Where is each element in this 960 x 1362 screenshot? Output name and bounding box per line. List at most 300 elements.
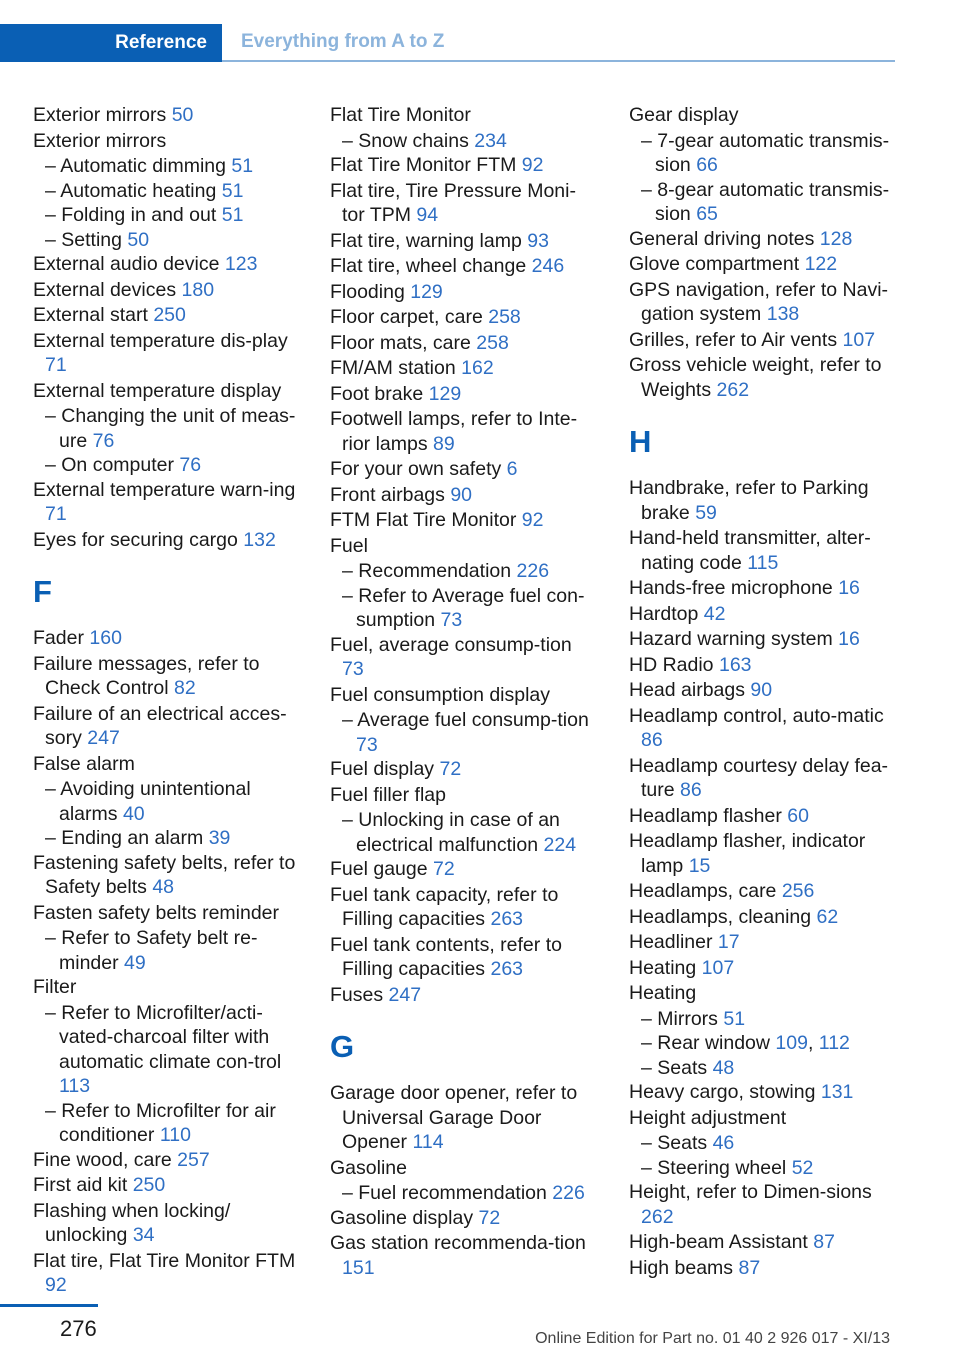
page-number: 276	[60, 1316, 97, 1341]
page-link[interactable]: 258	[476, 331, 509, 354]
entry-text: For your own safety	[330, 458, 502, 480]
page-link[interactable]: 131	[820, 1081, 854, 1103]
page-link[interactable]: 129	[428, 382, 462, 405]
index-entry	[330, 483, 595, 508]
entry-text: Seats	[657, 1056, 708, 1079]
entry-text: Hands-free microphone	[629, 577, 833, 599]
entry-text: Changing the unit of meas‐ure	[59, 405, 296, 452]
subentry-dash: –	[45, 228, 62, 251]
page-link[interactable]: 90	[750, 679, 773, 701]
entry-text: Fader	[33, 627, 84, 649]
index-entry	[330, 1231, 595, 1280]
entry-text: Flat tire, warning lamp	[330, 229, 522, 252]
page-link[interactable]: 247	[388, 983, 422, 1006]
entry-text: Fastening safety belts, refer to Safety belts	[33, 851, 296, 898]
index-entry	[330, 883, 595, 932]
entry-text: Mirrors	[657, 1007, 718, 1030]
index-subentry	[330, 584, 595, 633]
index-entry	[629, 1256, 894, 1281]
page-separator: ,	[807, 1032, 814, 1054]
entry-text: Height, refer to Dimen‐sions	[629, 1181, 872, 1203]
entry-text: Refer to Average fuel con‐sumption	[356, 584, 585, 631]
index-entry	[629, 1230, 894, 1255]
index-subentry	[33, 203, 298, 228]
page-link[interactable]: 15	[688, 854, 711, 877]
entry-text: Flat tire, Tire Pressure Moni‐tor TPM	[330, 179, 576, 226]
index-column-2	[330, 103, 595, 1281]
page-link[interactable]: 76	[92, 429, 115, 452]
page-link[interactable]: 92	[521, 154, 544, 176]
index-entry	[330, 331, 595, 356]
index-entry	[629, 905, 894, 930]
footer-rule	[0, 1304, 98, 1307]
entry-text: Refer to Safety belt re‐minder	[59, 927, 258, 974]
index-subentry	[33, 1099, 298, 1148]
page-link[interactable]: 250	[132, 1174, 166, 1196]
page-link[interactable]: 71	[45, 354, 67, 376]
index-subentry	[33, 154, 298, 179]
page-link[interactable]: 48	[712, 1056, 735, 1079]
index-entry	[33, 252, 298, 277]
index-entry	[629, 227, 894, 252]
entry-text: Floor carpet, care	[330, 306, 483, 328]
page-link[interactable]: 66	[696, 154, 718, 176]
subentry-dash: –	[342, 1182, 359, 1204]
entry-text: On computer	[61, 454, 174, 476]
index-entry	[629, 1180, 894, 1229]
index-entry	[629, 1080, 894, 1105]
page-link[interactable]: 234	[474, 129, 507, 152]
subsection-title[interactable]: Everything from A to Z	[241, 31, 445, 52]
page-link[interactable]: 50	[127, 228, 150, 251]
index-entry	[629, 829, 894, 878]
page-link[interactable]: 51	[221, 204, 244, 226]
index-entry	[33, 1249, 298, 1298]
index-entry	[330, 356, 595, 381]
page-link[interactable]: 128	[819, 227, 853, 250]
index-entry	[330, 229, 595, 254]
index-entry	[629, 930, 894, 955]
page-link[interactable]: 163	[718, 653, 752, 676]
subentry-dash: –	[45, 179, 61, 202]
entry-text: Average fuel consump‐tion	[357, 709, 589, 731]
subentry-dash: –	[45, 155, 61, 177]
entry-text: Automatic dimming	[60, 155, 226, 177]
entry-text: External start	[33, 304, 148, 326]
subentry-dash: –	[45, 927, 62, 949]
page-link[interactable]: 263	[490, 908, 524, 930]
index-entry	[330, 783, 595, 808]
index-subentry	[33, 826, 298, 851]
entry-text: Fuel consumption display	[330, 683, 551, 706]
subentry-dash: –	[641, 1056, 658, 1079]
index-entry	[629, 627, 894, 652]
page-link[interactable]: 257	[177, 1148, 210, 1171]
index-entry	[33, 103, 298, 128]
entry-text: GPS navigation, refer to Navi‐gation system	[629, 278, 889, 325]
page-link[interactable]: 93	[527, 229, 549, 252]
entry-text: Fuel display	[330, 758, 435, 780]
index-entry	[33, 901, 298, 926]
page-link[interactable]: 246	[531, 255, 565, 277]
entry-text: Fuel gauge	[330, 858, 428, 880]
entry-text: Avoiding unintentional alarms	[59, 778, 251, 825]
edition-note: Online Edition for Part no. 01 40 2 926 017 - XI/13	[535, 1330, 890, 1347]
entry-text: External temperature dis‐play	[33, 329, 288, 352]
index-entry	[629, 754, 894, 803]
page-link[interactable]: 52	[791, 1156, 814, 1179]
entry-text: Heating	[629, 956, 697, 979]
entry-text: Flat tire, wheel change	[330, 255, 527, 277]
entry-text: First aid kit	[33, 1174, 128, 1196]
index-entry	[33, 329, 298, 378]
entry-text: Heating	[629, 982, 697, 1004]
page-link[interactable]: 73	[342, 658, 364, 680]
subentry-dash: –	[45, 204, 62, 226]
subentry-dash: –	[342, 584, 359, 607]
subentry-dash: –	[342, 809, 359, 831]
index-entry	[330, 857, 595, 882]
page-link[interactable]: 247	[87, 727, 120, 749]
index-subentry	[629, 1031, 894, 1056]
subentry-dash: –	[45, 1001, 62, 1024]
entry-text: Steering wheel	[657, 1156, 787, 1179]
index-subentry	[33, 926, 298, 975]
index-subentry	[33, 777, 298, 826]
index-subentry	[629, 1056, 894, 1081]
page-link[interactable]: 87	[738, 1256, 761, 1279]
index-entry	[33, 1148, 298, 1173]
index-subentry	[330, 808, 595, 857]
subentry-dash: –	[45, 454, 62, 476]
entry-text: General driving notes	[629, 227, 815, 250]
page-link[interactable]: 16	[838, 577, 860, 599]
index-entry	[330, 153, 595, 178]
entry-text: External audio device	[33, 253, 220, 275]
entry-text: Flat Tire Monitor	[330, 104, 471, 126]
index-entry	[330, 933, 595, 982]
page-link[interactable]: 17	[717, 931, 740, 953]
index-entry	[629, 278, 894, 327]
page-header	[0, 24, 895, 62]
index-entry	[629, 804, 894, 829]
index-entry	[629, 956, 894, 981]
index-entry	[330, 1081, 595, 1155]
subentry-dash: –	[45, 1099, 62, 1122]
page-link[interactable]: 73	[440, 609, 463, 631]
page-link[interactable]: 224	[543, 833, 577, 856]
entry-text: Gasoline	[330, 1156, 407, 1179]
index-entry	[330, 305, 595, 330]
page-link[interactable]: 138	[766, 303, 800, 325]
entry-text: Fuses	[330, 983, 384, 1006]
page-link[interactable]: 6	[506, 458, 518, 480]
entry-text: Headlamps, cleaning	[629, 905, 812, 928]
index-entry	[33, 1173, 298, 1198]
index-entry	[629, 704, 894, 753]
entry-text: Recommendation	[358, 560, 512, 582]
page-link[interactable]: 48	[152, 876, 175, 898]
index-subentry	[629, 178, 894, 227]
index-subentry	[629, 1007, 894, 1032]
page-link[interactable]: 59	[695, 501, 717, 524]
index-entry	[330, 457, 595, 482]
entry-text: Setting	[61, 228, 122, 251]
entry-text: FM/AM station	[330, 357, 456, 379]
index-entry	[330, 407, 595, 456]
page-link[interactable]: 90	[450, 483, 473, 506]
entry-text: External temperature warn‐ing	[33, 478, 296, 501]
entry-text: Headliner	[629, 931, 713, 953]
index-entry	[33, 379, 298, 404]
subentry-dash: –	[641, 178, 658, 201]
index-entry	[33, 975, 298, 1000]
index-entry	[33, 652, 298, 701]
index-entry	[629, 252, 894, 277]
page-link[interactable]: 76	[179, 454, 202, 476]
index-subentry	[330, 559, 595, 584]
page-link[interactable]: 72	[433, 858, 455, 880]
page-link[interactable]: 110	[159, 1124, 191, 1146]
entry-text: Gasoline display	[330, 1206, 474, 1229]
index-entry	[33, 129, 298, 154]
entry-text: Floor mats, care	[330, 331, 471, 354]
page-link[interactable]: 129	[410, 280, 443, 303]
page-link[interactable]: 86	[641, 729, 663, 751]
entry-text: Snow chains	[358, 129, 469, 152]
index-entry	[629, 879, 894, 904]
page-link[interactable]: 250	[153, 304, 186, 326]
entry-text: Foot brake	[330, 382, 424, 405]
page-link[interactable]: 162	[461, 357, 494, 379]
index-entry	[33, 752, 298, 777]
page-link[interactable]: 115	[747, 551, 779, 574]
page-link[interactable]: 34	[132, 1224, 155, 1246]
index-entry	[33, 303, 298, 328]
page-link[interactable]: 94	[416, 204, 439, 226]
entry-text: High-beam Assistant	[629, 1231, 808, 1253]
entry-text: Rear window	[657, 1032, 770, 1054]
page-link[interactable]: 40	[122, 802, 145, 825]
index-subentry	[33, 179, 298, 204]
page-link[interactable]: 112	[818, 1032, 850, 1054]
entry-text: Fuel, average consump‐tion	[330, 633, 572, 656]
index-entry	[330, 534, 595, 559]
entry-text: Eyes for securing cargo	[33, 528, 238, 551]
page-link[interactable]: 16	[838, 628, 860, 650]
entry-text: Headlamp control, auto‐matic	[629, 704, 884, 727]
index-subentry	[629, 129, 894, 178]
entry-text: Fuel tank contents, refer to Filling capacities	[330, 933, 562, 980]
index-entry	[629, 653, 894, 678]
entry-text: Fine wood, care	[33, 1148, 172, 1171]
entry-text: Failure of an electrical acces‐sory	[33, 702, 287, 749]
entry-text: Garage door opener, refer to Universal Garage Door Opener	[330, 1082, 578, 1153]
page-link[interactable]: 226	[516, 560, 550, 582]
entry-text: Headlamp courtesy delay fea‐ture	[629, 754, 889, 801]
page-link[interactable]: 50	[171, 104, 194, 126]
entry-text: External devices	[33, 278, 177, 301]
index-subentry	[33, 404, 298, 453]
index-entry	[629, 103, 894, 128]
entry-text: Gross vehicle weight, refer to Weights	[629, 354, 882, 401]
page-link[interactable]: 109	[775, 1032, 808, 1054]
page-link[interactable]: 86	[680, 779, 702, 801]
page-link[interactable]: 62	[816, 905, 839, 928]
index-entry	[330, 254, 595, 279]
index-entry	[33, 626, 298, 651]
page-link[interactable]: 87	[813, 1231, 835, 1253]
index-subentry	[330, 708, 595, 757]
page-link[interactable]: 262	[716, 378, 750, 401]
entry-text: Hazard warning system	[629, 628, 833, 650]
subentry-dash: –	[641, 1132, 658, 1154]
index-entry	[629, 602, 894, 627]
entry-text: 7-gear automatic transmis‐sion	[655, 129, 890, 176]
entry-text: Gas station recommenda‐tion	[330, 1232, 586, 1254]
page-link[interactable]: 256	[781, 880, 815, 902]
entry-text: Height adjustment	[629, 1106, 787, 1129]
subentry-dash: –	[641, 129, 658, 152]
index-entry	[629, 526, 894, 575]
index-subentry	[330, 129, 595, 154]
page-link[interactable]: 72	[439, 758, 462, 780]
entry-text: Handbrake, refer to Parking brake	[629, 477, 869, 524]
page-link[interactable]: 51	[231, 155, 254, 177]
page-link[interactable]: 60	[787, 804, 809, 827]
entry-text: Automatic heating	[60, 179, 217, 202]
page-link[interactable]: 51	[221, 179, 244, 202]
index-entry	[629, 678, 894, 703]
page-link[interactable]: 113	[59, 1075, 91, 1097]
subentry-dash: –	[45, 405, 62, 427]
page-link[interactable]: 72	[478, 1206, 501, 1229]
entry-text: Fuel recommendation	[358, 1182, 547, 1204]
entry-text: Fuel	[330, 534, 368, 557]
index-subentry	[33, 1001, 298, 1099]
index-entry	[629, 981, 894, 1006]
index-entry	[330, 757, 595, 782]
entry-text: High beams	[629, 1256, 734, 1279]
page-link[interactable]: 82	[173, 677, 196, 699]
entry-text: Fuel filler flap	[330, 783, 446, 806]
index-entry	[33, 702, 298, 751]
index-entry	[33, 1199, 298, 1248]
entry-text: Folding in and out	[61, 204, 217, 226]
entry-text: Hardtop	[629, 602, 699, 625]
page-link[interactable]: 89	[433, 432, 455, 455]
page-link[interactable]: 262	[641, 1205, 674, 1228]
entry-text: Front airbags	[330, 483, 445, 506]
entry-text: Flooding	[330, 280, 405, 303]
index-letter-heading: H	[629, 424, 652, 459]
entry-text: Flat Tire Monitor FTM	[330, 154, 517, 176]
index-entry	[629, 576, 894, 601]
page-link[interactable]: 39	[208, 827, 231, 849]
subentry-dash: –	[641, 1032, 658, 1054]
page-link[interactable]: 92	[521, 509, 544, 531]
page-link[interactable]: 263	[490, 958, 524, 980]
index-subentry	[629, 1156, 894, 1181]
entry-text: Flat tire, Flat Tire Monitor FTM	[33, 1249, 296, 1272]
subentry-dash: –	[45, 778, 61, 800]
entry-text: Failure messages, refer to Check Control	[33, 652, 260, 699]
page-link[interactable]: 73	[356, 733, 378, 756]
entry-text: Gear display	[629, 104, 739, 126]
section-tab[interactable]: Reference	[0, 24, 222, 62]
entry-text: Unlocking in case of an electrical malfunction	[356, 809, 560, 856]
page-link[interactable]: 92	[45, 1274, 67, 1296]
entry-text: Flashing when locking/ unlocking	[33, 1199, 231, 1246]
index-entry	[33, 278, 298, 303]
entry-text: Exterior mirrors	[33, 104, 167, 126]
index-entry	[629, 353, 894, 402]
page-link[interactable]: 160	[89, 627, 122, 649]
index-entry	[330, 103, 595, 128]
page-link[interactable]: 49	[124, 951, 146, 974]
subentry-dash: –	[45, 827, 62, 849]
entry-text: Headlamp flasher, indicator lamp	[629, 830, 866, 877]
index-entry	[33, 478, 298, 527]
index-subentry	[33, 453, 298, 478]
entry-text: FTM Flat Tire Monitor	[330, 509, 517, 531]
index-column-1	[33, 103, 298, 1299]
entry-text: Refer to Microfilter for air conditioner	[59, 1099, 276, 1146]
page-link[interactable]: 122	[804, 253, 838, 275]
index-entry	[330, 633, 595, 682]
index-entry	[330, 683, 595, 708]
page-link[interactable]: 65	[696, 203, 718, 225]
index-subentry	[629, 1131, 894, 1156]
page-link[interactable]: 258	[488, 306, 521, 328]
page-link[interactable]: 42	[703, 602, 726, 625]
page-link[interactable]: 132	[243, 528, 276, 551]
page-link[interactable]: 71	[45, 503, 67, 525]
page-link[interactable]: 226	[552, 1182, 585, 1204]
index-entry	[629, 1106, 894, 1131]
index-column-3	[629, 103, 894, 1281]
subentry-dash: –	[342, 129, 359, 152]
subentry-dash: –	[342, 560, 359, 582]
page-link[interactable]: 107	[701, 956, 735, 979]
index-letter-heading: F	[33, 574, 52, 609]
index-entry	[330, 1156, 595, 1181]
page-link[interactable]: 51	[723, 1007, 746, 1030]
entry-text: 8-gear automatic transmis‐sion	[655, 178, 890, 225]
header-rule	[222, 60, 895, 62]
page-link[interactable]: 151	[342, 1256, 375, 1279]
index-entry	[330, 508, 595, 533]
entry-text: Headlamps, care	[629, 880, 777, 902]
page-link[interactable]: 114	[412, 1131, 444, 1153]
entry-text: Grilles, refer to Air vents	[629, 328, 838, 351]
entry-text: Hand-held transmitter, alter‐nating code	[629, 527, 871, 574]
page-link[interactable]: 107	[842, 328, 876, 351]
entry-text: Fasten safety belts reminder	[33, 901, 280, 924]
index-letter-heading: G	[330, 1029, 355, 1064]
entry-text: HD Radio	[629, 653, 714, 676]
index-entry	[629, 476, 894, 525]
page-link[interactable]: 46	[712, 1132, 735, 1154]
index-entry	[330, 1206, 595, 1231]
subentry-dash: –	[641, 1007, 658, 1030]
subentry-dash: –	[641, 1156, 658, 1179]
index-entry	[33, 528, 298, 553]
entry-text: Fuel tank capacity, refer to Filling capacities	[330, 883, 559, 930]
index-subentry	[33, 228, 298, 253]
page-link[interactable]: 123	[224, 253, 258, 275]
page-link[interactable]: 180	[181, 278, 215, 301]
